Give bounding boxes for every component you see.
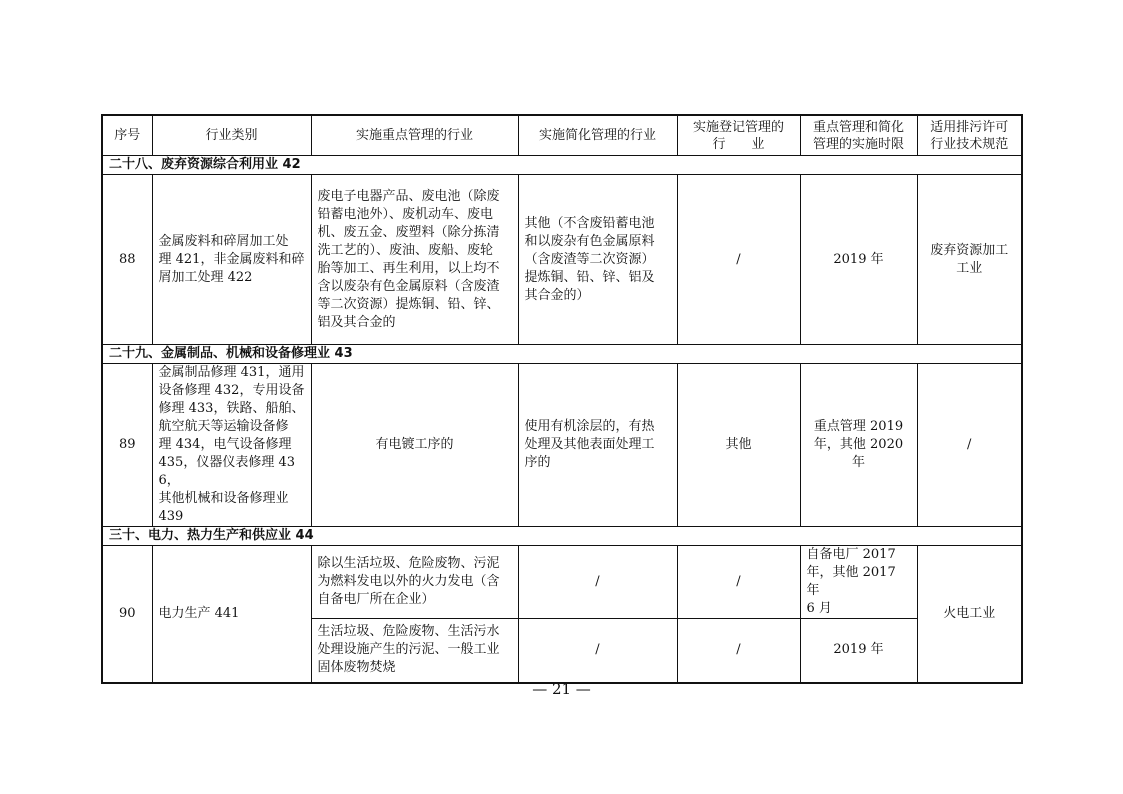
row-technical-standard: 火电工业 xyxy=(917,546,1022,683)
row-number: 88 xyxy=(102,175,152,345)
row-category: 金属制品修理 431，通用 设备修理 432，专用设备 修理 433，铁路、船舶、 航空航天等运输设备修 理 434，电气设备修理 435，仪器仪表修理 436， 其他机械和设备修理业 439 xyxy=(152,364,311,527)
row-registration-management: / xyxy=(677,546,800,619)
header-category: 行业类别 xyxy=(152,115,311,156)
row-key-management: 除以生活垃圾、危险废物、污泥 为燃料发电以外的火力发电（含 自备电厂所在企业） xyxy=(311,546,518,619)
table-header-row xyxy=(102,115,1022,156)
row-simplified-management: / xyxy=(518,546,677,619)
row-simplified-management: 其他（不含废铅蓄电池 和以废杂有色金属原料 （含废渣等二次资源） 提炼铜、铅、锌、铝及 其合金的） xyxy=(518,175,677,345)
section-header-row xyxy=(102,156,1022,175)
row-simplified-management: / xyxy=(518,619,677,683)
row-timeline: 2019 年 xyxy=(800,175,917,345)
header-registration-management: 实施登记管理的 行 业 xyxy=(677,115,800,156)
row-category: 金属废料和碎屑加工处 理 421，非金属废料和碎 屑加工处理 422 xyxy=(152,175,311,345)
row-timeline: 2019 年 xyxy=(800,619,917,683)
section-title: 二十八、废弃资源综合利用业 42 xyxy=(102,156,1022,175)
section-header-row xyxy=(102,345,1022,364)
row-timeline: 自备电厂 2017 年，其他 2017 年 6 月 xyxy=(800,546,917,619)
row-simplified-management: 使用有机涂层的，有热 处理及其他表面处理工 序的 xyxy=(518,364,677,527)
row-number: 90 xyxy=(102,546,152,683)
row-key-management: 废电子电器产品、废电池（除废 铅蓄电池外）、废机动车、废电 机、废五金、废塑料（除分拣清 洗工艺的）、废油、废船、废轮 胎等加工、再生利用，以上均不 含以废杂有色金属原料（含废渣 等二次资源）提炼铜、铅、锌、 铝及其合金的 xyxy=(311,175,518,345)
row-category: 电力生产 441 xyxy=(152,546,311,683)
industry-permit-table xyxy=(101,114,1023,684)
section-title: 二十九、金属制品、机械和设备修理业 43 xyxy=(102,345,1022,364)
row-technical-standard: / xyxy=(917,364,1022,527)
table-row xyxy=(102,364,1022,527)
row-timeline: 重点管理 2019 年，其他 2020 年 xyxy=(800,364,917,527)
header-simplified-management: 实施简化管理的行业 xyxy=(518,115,677,156)
row-technical-standard: 废弃资源加工 工业 xyxy=(917,175,1022,345)
row-key-management: 生活垃圾、危险废物、生活污水 处理设施产生的污泥、一般工业 固体废物焚烧 xyxy=(311,619,518,683)
row-number: 89 xyxy=(102,364,152,527)
header-seq: 序号 xyxy=(102,115,152,156)
row-registration-management: / xyxy=(677,619,800,683)
row-registration-management: 其他 xyxy=(677,364,800,527)
header-implementation-timeline: 重点管理和简化 管理的实施时限 xyxy=(800,115,917,156)
table-row xyxy=(102,175,1022,345)
table-row xyxy=(102,546,1022,619)
row-registration-management: / xyxy=(677,175,800,345)
section-title: 三十、电力、热力生产和供应业 44 xyxy=(102,527,1022,546)
header-technical-standard: 适用排污许可 行业技术规范 xyxy=(917,115,1022,156)
row-key-management: 有电镀工序的 xyxy=(311,364,518,527)
page-number: — 21 — xyxy=(532,680,591,698)
section-header-row xyxy=(102,527,1022,546)
header-key-management: 实施重点管理的行业 xyxy=(311,115,518,156)
